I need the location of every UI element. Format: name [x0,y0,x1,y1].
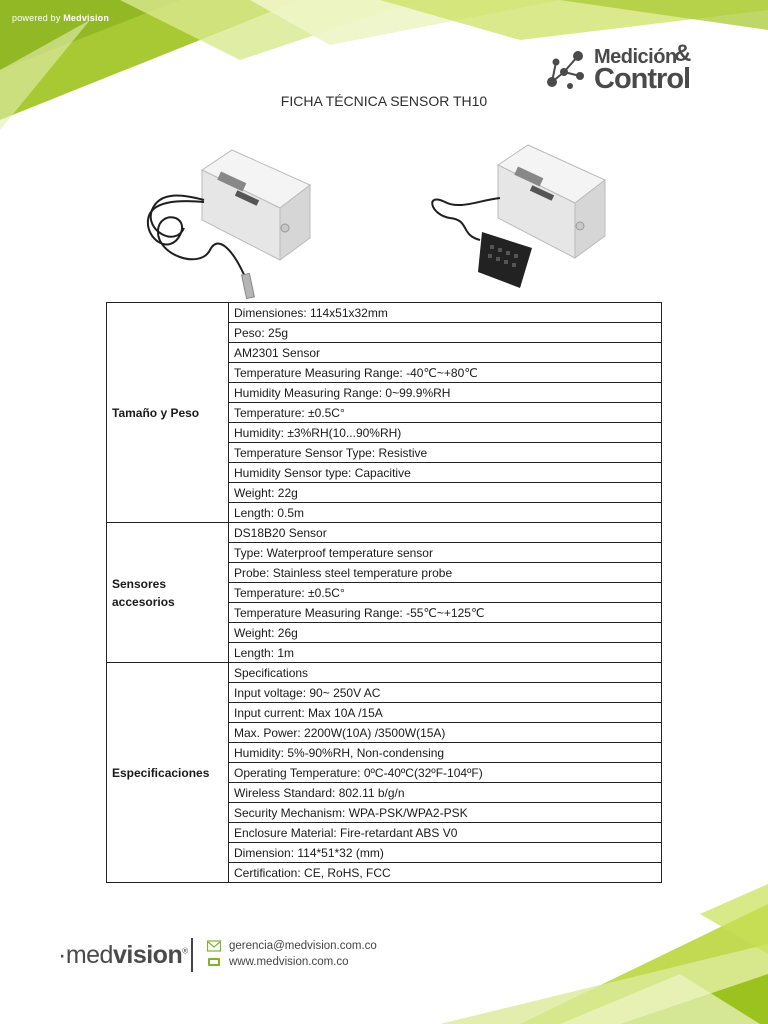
contact-email[interactable]: gerencia@medvision.com.co [207,940,377,952]
table-row [107,303,662,323]
spec-value-cell: Temperature Sensor Type: Resistive [229,443,662,463]
spec-value-cell: Specifications [229,663,662,683]
spec-value-cell: Dimensiones: 114x51x32mm [229,303,662,323]
spec-value-cell: Type: Waterproof temperature sensor [229,543,662,563]
email-icon [207,940,221,952]
spec-value-cell: Temperature: ±0.5C° [229,403,662,423]
medvision-logo: ·medvision® [58,941,188,969]
table-row [107,663,662,683]
spec-value-cell: Weight: 22g [229,483,662,503]
spec-value-cell: Humidity Sensor type: Capacitive [229,463,662,483]
spec-value-cell: Temperature Measuring Range: -40℃~+80℃ [229,363,662,383]
contact-website[interactable]: www.medvision.com.co [207,956,349,968]
molecule-icon [544,46,590,92]
spec-value-cell: AM2301 Sensor [229,343,662,363]
brand-logo [544,40,754,95]
spec-value-cell: Input current: Max 10A /15A [229,703,662,723]
category-cell: Especificaciones [107,663,229,883]
spec-value-cell: Humidity: ±3%RH(10...90%RH) [229,423,662,443]
category-cell: Tamaño y Peso [107,303,229,523]
spec-value-cell: Humidity Measuring Range: 0~99.9%RH [229,383,662,403]
spec-value-cell: Temperature Measuring Range: -55℃~+125℃ [229,603,662,623]
spec-value-cell: Length: 1m [229,643,662,663]
brand-ampersand: & [674,40,692,67]
web-icon [207,956,221,968]
spec-value-cell: Enclosure Material: Fire-retardant ABS V0 [229,823,662,843]
spec-value-cell: Input voltage: 90~ 250V AC [229,683,662,703]
table-row [107,523,662,543]
spec-value-cell: Humidity: 5%-90%RH, Non-condensing [229,743,662,763]
spec-value-cell: Wireless Standard: 802.11 b/g/n [229,783,662,803]
document-title: FICHA TÉCNICA SENSOR TH10 [280,93,488,109]
brand-name-line2: Control [594,63,691,95]
spec-value-cell: Temperature: ±0.5C° [229,583,662,603]
sensor-th10-with-temperature-probe [140,140,320,300]
brand-name-line1: Medición [594,46,677,68]
specifications-table [106,302,662,883]
spec-value-cell: Operating Temperature: 0ºC-40ºC(32ºF-104ºF) [229,763,662,783]
category-cell: Sensores accesorios [107,523,229,663]
spec-value-cell: Peso: 25g [229,323,662,343]
footer-separator [191,938,193,972]
spec-value-cell: Weight: 26g [229,623,662,643]
spec-value-cell: Security Mechanism: WPA-PSK/WPA2-PSK [229,803,662,823]
spec-value-cell: Length: 0.5m [229,503,662,523]
sensor-th10-with-humidity-sensor [420,140,610,300]
powered-by-label: powered by Medvision [12,13,110,23]
spec-value-cell: Max. Power: 2200W(10A) /3500W(15A) [229,723,662,743]
spec-value-cell: Probe: Stainless steel temperature probe [229,563,662,583]
spec-value-cell: Certification: CE, RoHS, FCC [229,863,662,883]
spec-value-cell: Dimension: 114*51*32 (mm) [229,843,662,863]
spec-value-cell: DS18B20 Sensor [229,523,662,543]
